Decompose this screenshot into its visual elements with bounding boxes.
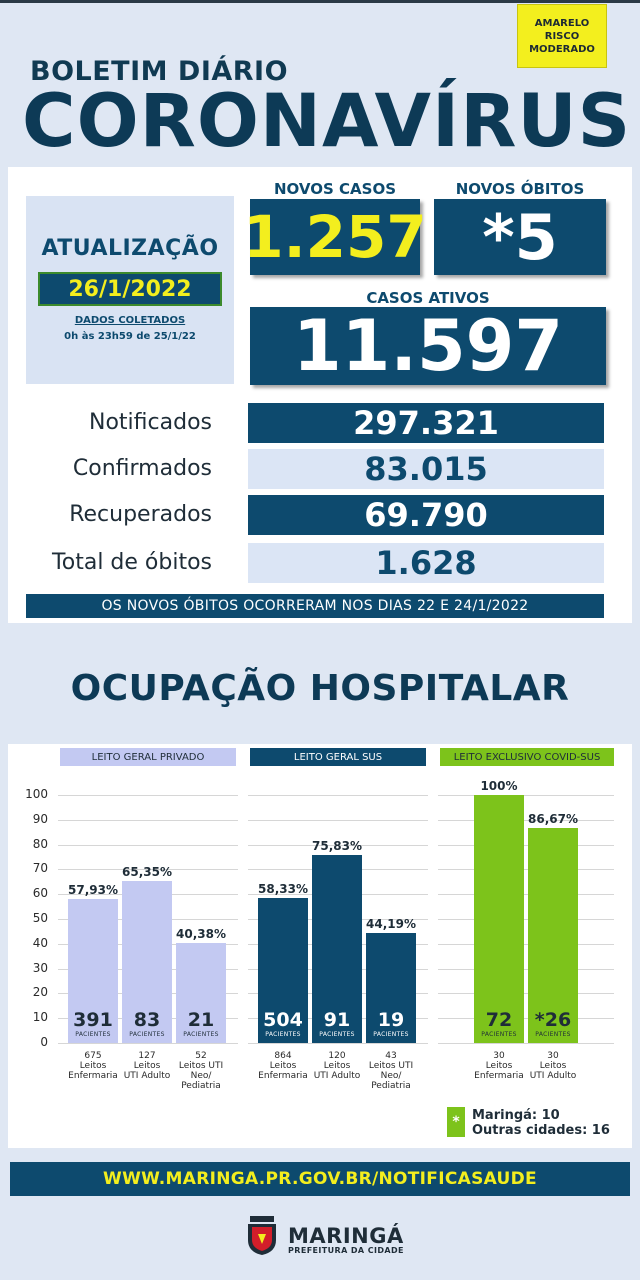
notified-label: Notificados <box>89 410 212 435</box>
bed-caption-line: 675 <box>84 1051 102 1061</box>
patients-count: 391 <box>73 1009 113 1031</box>
patients-count: 21 <box>187 1009 215 1031</box>
legend-other-cities: Outras cidades: 16 <box>472 1123 610 1138</box>
city-name: MARINGÁ <box>288 1224 404 1248</box>
page-title: CORONAVÍRUS <box>22 79 632 164</box>
patients-count: 504 <box>263 1009 303 1031</box>
bed-caption-line: Neo/ <box>380 1071 402 1081</box>
new-cases-label: NOVOS CASOS <box>274 180 396 198</box>
gridline <box>58 820 238 821</box>
bed-caption <box>168 1051 234 1091</box>
bar-percent-label: 40,38% <box>176 926 226 941</box>
risk-line-3: MODERADO <box>529 43 595 55</box>
gridline <box>438 1018 614 1019</box>
y-tick-label: 10 <box>32 1010 48 1025</box>
patients-label: PACIENTES <box>481 1031 517 1038</box>
group-header: LEITO GERAL PRIVADO <box>60 748 236 766</box>
y-tick-label: 50 <box>32 911 48 925</box>
bed-caption-line: 30 <box>547 1051 559 1061</box>
y-tick-label: 70 <box>32 861 48 876</box>
bed-caption-line: Neo/ <box>190 1071 212 1081</box>
bed-caption-line: Leitos <box>269 1061 297 1071</box>
patients-count: 83 <box>133 1009 161 1031</box>
risk-line-1: AMARELO <box>534 17 590 29</box>
bar-percent-label: 86,67% <box>528 812 578 827</box>
bed-caption-line: 43 <box>385 1051 397 1061</box>
deaths-note: OS NOVOS ÓBITOS OCORRERAM NOS DIAS 22 E 24/1/2022 <box>26 594 604 618</box>
bed-caption-line: Leitos <box>323 1061 351 1071</box>
group-header: LEITO GERAL SUS <box>250 748 426 766</box>
risk-level-badge <box>517 4 607 68</box>
bed-caption-line: Enfermaria <box>474 1071 524 1081</box>
y-tick-label: 30 <box>32 960 48 975</box>
gridline <box>438 845 614 846</box>
patients-label: PACIENTES <box>535 1031 571 1038</box>
confirmed-value: 83.015 <box>248 449 604 489</box>
recovered-value: 69.790 <box>248 495 604 535</box>
new-deaths-value: *5 <box>434 199 606 275</box>
bulletin-subtitle: BOLETIM DIÁRIO <box>30 56 289 87</box>
bed-caption-line: Leitos <box>79 1061 107 1071</box>
bed-caption-line: UTI Adulto <box>529 1071 577 1081</box>
y-tick-label: 40 <box>32 935 48 950</box>
gridline <box>438 993 614 994</box>
confirmed-label: Confirmados <box>72 456 212 481</box>
bed-caption-line: 30 <box>493 1051 505 1061</box>
bar-percent-label: 57,93% <box>68 883 118 898</box>
y-tick-label: 100 <box>25 787 48 801</box>
gridline <box>248 1043 428 1044</box>
bed-caption-line: 127 <box>138 1051 156 1061</box>
gridline <box>438 894 614 895</box>
section-title: OCUPAÇÃO HOSPITALAR <box>70 668 570 709</box>
y-tick-label: 0 <box>40 1035 48 1049</box>
bar-percent-label: 75,83% <box>312 838 362 853</box>
patients-label: PACIENTES <box>75 1031 111 1038</box>
gridline <box>248 820 428 821</box>
patients-label: PACIENTES <box>373 1031 409 1038</box>
asterisk-legend-mark: * <box>447 1107 465 1137</box>
bed-caption-line: UTI Adulto <box>123 1071 171 1081</box>
gridline <box>438 919 614 920</box>
total-deaths-label: Total de óbitos <box>52 550 212 575</box>
gridline <box>438 969 614 970</box>
bar-percent-label: 58,33% <box>258 882 308 897</box>
bed-caption-line: Leitos <box>485 1061 513 1071</box>
bed-caption-line: 864 <box>274 1051 292 1061</box>
city-crest-icon <box>244 1214 280 1256</box>
bar-percent-label: 44,19% <box>366 917 416 932</box>
data-collected-label: DADOS COLETADOS <box>74 315 186 326</box>
patients-label: PACIENTES <box>183 1031 219 1038</box>
patients-label: PACIENTES <box>129 1031 165 1038</box>
y-tick-label: 80 <box>32 836 48 851</box>
gridline <box>58 795 238 796</box>
bed-caption-line: Leitos <box>133 1061 161 1071</box>
bed-caption-line: Enfermaria <box>258 1071 308 1081</box>
bar-percent-label: 65,35% <box>122 864 172 879</box>
update-date: 26/1/2022 <box>38 272 222 306</box>
bar <box>474 795 524 1043</box>
recovered-label: Recuperados <box>69 502 212 527</box>
bed-caption-line: UTI Adulto <box>313 1071 361 1081</box>
risk-line-2: RISCO <box>544 30 580 42</box>
bed-caption <box>358 1051 424 1091</box>
active-cases-value: 11.597 <box>250 307 606 385</box>
patients-count: 91 <box>323 1009 351 1031</box>
notified-value: 297.321 <box>248 403 604 443</box>
gridline <box>438 1043 614 1044</box>
y-tick-label: 60 <box>32 886 48 901</box>
data-collected-range: 0h às 23h59 de 25/1/22 <box>64 331 196 342</box>
bar-percent-label: 100% <box>480 779 518 793</box>
legend-maringa: Maringá: 10 <box>472 1108 560 1123</box>
patients-label: PACIENTES <box>319 1031 355 1038</box>
city-subtitle: PREFEITURA DA CIDADE <box>288 1246 404 1255</box>
bed-caption-line: 120 <box>328 1051 346 1061</box>
bed-caption-line: Pediatria <box>181 1081 221 1091</box>
patients-count: 19 <box>377 1009 405 1031</box>
gridline <box>438 795 614 796</box>
gridline <box>58 1043 238 1044</box>
gridline <box>58 845 238 846</box>
active-cases-label: CASOS ATIVOS <box>366 289 490 307</box>
y-tick-label: 20 <box>32 985 48 1000</box>
top-border <box>0 0 640 3</box>
new-deaths-label: NOVOS ÓBITOS <box>455 180 585 198</box>
gridline <box>438 944 614 945</box>
patients-count: 72 <box>485 1009 513 1031</box>
bed-caption-line: Pediatria <box>371 1081 411 1091</box>
website-link[interactable]: WWW.MARINGA.PR.GOV.BR/NOTIFICASAUDE <box>10 1162 630 1196</box>
bed-caption <box>520 1051 586 1081</box>
bed-caption-line: Leitos UTI <box>368 1061 414 1071</box>
new-cases-value: 1.257 <box>250 199 420 275</box>
patients-count: *26 <box>534 1009 572 1031</box>
total-deaths-value: 1.628 <box>248 543 604 583</box>
bed-caption-line: Leitos <box>539 1061 567 1071</box>
group-header: LEITO EXCLUSIVO COVID-SUS <box>440 748 614 766</box>
gridline <box>438 869 614 870</box>
bed-caption-line: Leitos UTI <box>178 1061 224 1071</box>
update-title: ATUALIZAÇÃO <box>41 236 219 261</box>
bed-caption-line: 52 <box>195 1051 207 1061</box>
patients-label: PACIENTES <box>265 1031 301 1038</box>
gridline <box>248 795 428 796</box>
y-tick-label: 90 <box>32 811 48 826</box>
bed-caption-line: Enfermaria <box>68 1071 118 1081</box>
